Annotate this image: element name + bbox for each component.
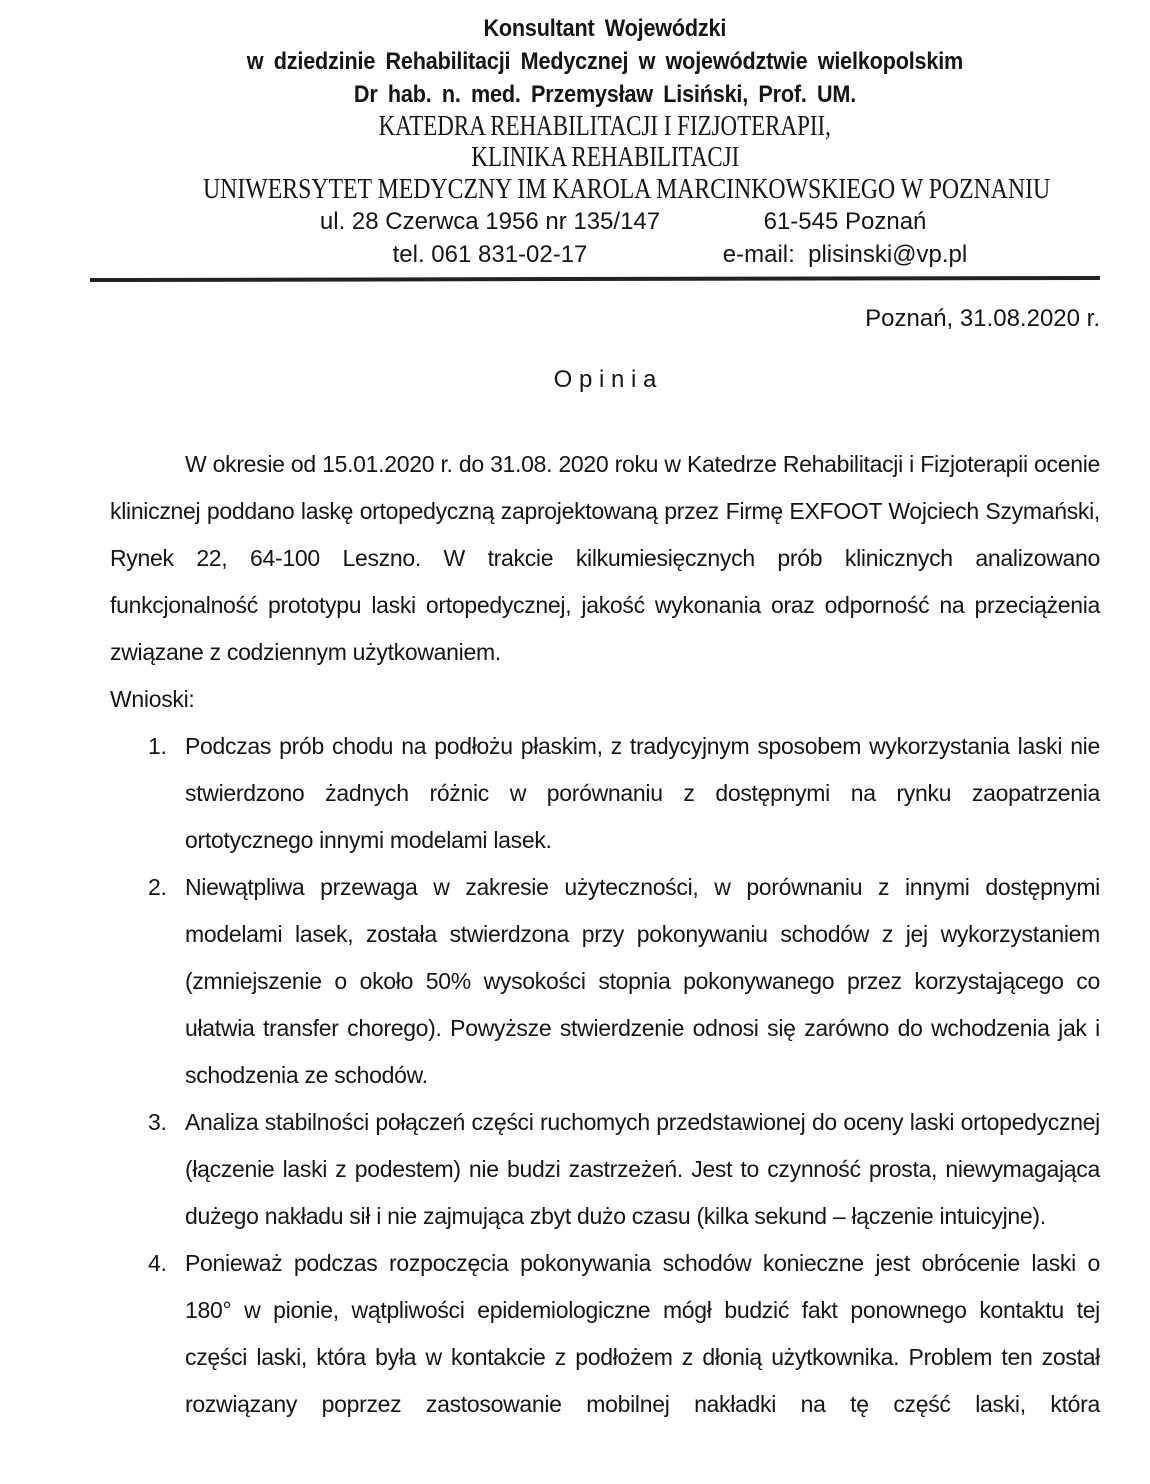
conclusion-item-4-text: Ponieważ podczas rozpoczęcia pokonywania schodów konieczne jest obrócenie laski o 180° w pionie, wątpliwości epidemiologiczne mógł budzić fakt ponownego kontaktu tej części laski, która była w kontakcie z podłożem z dłonią użytkownika. Problem ten został rozwiązany poprzez zastosowanie mobilnej nakładki na tę część laski, która	[185, 1250, 1100, 1417]
intro-paragraph: W okresie od 15.01.2020 r. do 31.08. 2020 roku w Katedrze Rehabilitacji i Fizjoterapii ocenie klinicznej poddano laskę ortopedyczną zaprojektowaną przez Firmę EXFOOT Wojciech Szymański, Rynek 22, 64-100 Leszno. W trakcie kilkumiesięcznych prób klinicznych analizowano funkcjonalność prototypu laski ortopedycznej, jakość wykonania oraz odporność na przeciążenia związane z codziennym użytkowaniem.	[110, 451, 1100, 665]
conclusion-item-3	[110, 1099, 1100, 1240]
conclusion-item-1-number: 1.	[148, 733, 167, 759]
letterhead-consultant-field-text: w dziedzinie Rehabilitacji Medycznej w województwie wielkopolskim	[246, 48, 964, 75]
letterhead	[110, 12, 1100, 281]
letterhead-clinic	[110, 142, 1100, 173]
conclusion-item-3-number: 3.	[148, 1109, 167, 1135]
letterhead-consultant-name-text: Dr hab. n. med. Przemysław Lisiński, Prof. UM.	[353, 81, 857, 108]
letterhead-city: 61-545 Poznań	[763, 208, 927, 235]
letterhead-consultant-title-text: Konsultant Wojewódzki	[483, 15, 727, 42]
conclusion-item-2-number: 2.	[148, 874, 167, 900]
conclusion-item-1-text: Podczas prób chodu na podłożu płaskim, z tradycyjnym sposobem wykorzystania laski nie stwierdzono żadnych różnic w porównaniu z dostępnymi na rynku zaopatrzenia ortotycznego innymi modelami lasek.	[185, 733, 1100, 853]
letterhead-consultant-name	[110, 78, 1100, 111]
conclusion-item-3-text: Analiza stabilności połączeń części ruchomych przedstawionej do oceny laski ortopedycznej (łączenie laski z podestem) nie budzi zastrzeżeń. Jest to czynność prosta, niewymagająca dużego nakładu sił i nie zajmująca zbyt dużo czasu (kilka sekund – łączenie intuicyjne).	[185, 1109, 1100, 1229]
date-line: Poznań, 31.08.2020 r.	[865, 305, 1100, 332]
conclusion-item-4-number: 4.	[148, 1250, 167, 1276]
letterhead-address-row-1	[110, 205, 1100, 238]
letterhead-phone: tel. 061 831-02-17	[392, 241, 588, 268]
conclusion-item-2-text: Niewątpliwa przewaga w zakresie użyteczności, w porównaniu z innymi dostępnymi modelami lasek, została stwierdzona przy pokonywaniu schodów z jej wykorzystaniem (zmniejszenie o około 50% wysokości stopnia pokonywanego przez korzystającego co ułatwia transfer chorego). Powyższe stwierdzenie odnosi się zarówno do wchodzenia jak i schodzenia ze schodów.	[185, 874, 1100, 1088]
letterhead-university-text: UNIWERSYTET MEDYCZNY IM KAROLA MARCINKOWSKIEGO W POZNANIU	[202, 173, 1051, 205]
letterhead-university	[110, 173, 1100, 205]
conclusions-label: Wnioski:	[110, 686, 195, 712]
letterhead-street: ul. 28 Czerwca 1956 nr 135/147	[319, 208, 661, 235]
letterhead-department	[110, 111, 1100, 142]
letterhead-consultant-field	[110, 45, 1100, 78]
conclusion-item-4	[110, 1240, 1100, 1428]
letterhead-email: e-mail: plisinski@vp.pl	[722, 241, 968, 268]
header-divider	[90, 276, 1100, 282]
letterhead-department-text: KATEDRA REHABILITACJI I FIZJOTERAPII,	[378, 111, 832, 142]
conclusion-item-2	[110, 864, 1100, 1099]
document-title: O p i n i a	[553, 366, 657, 393]
letterhead-clinic-text: KLINIKA REHABILITACJI	[471, 142, 739, 173]
letterhead-consultant-title	[110, 12, 1100, 45]
letterhead-address-row-2	[110, 238, 1100, 271]
conclusion-list	[110, 723, 1100, 1428]
conclusion-item-1	[110, 723, 1100, 864]
